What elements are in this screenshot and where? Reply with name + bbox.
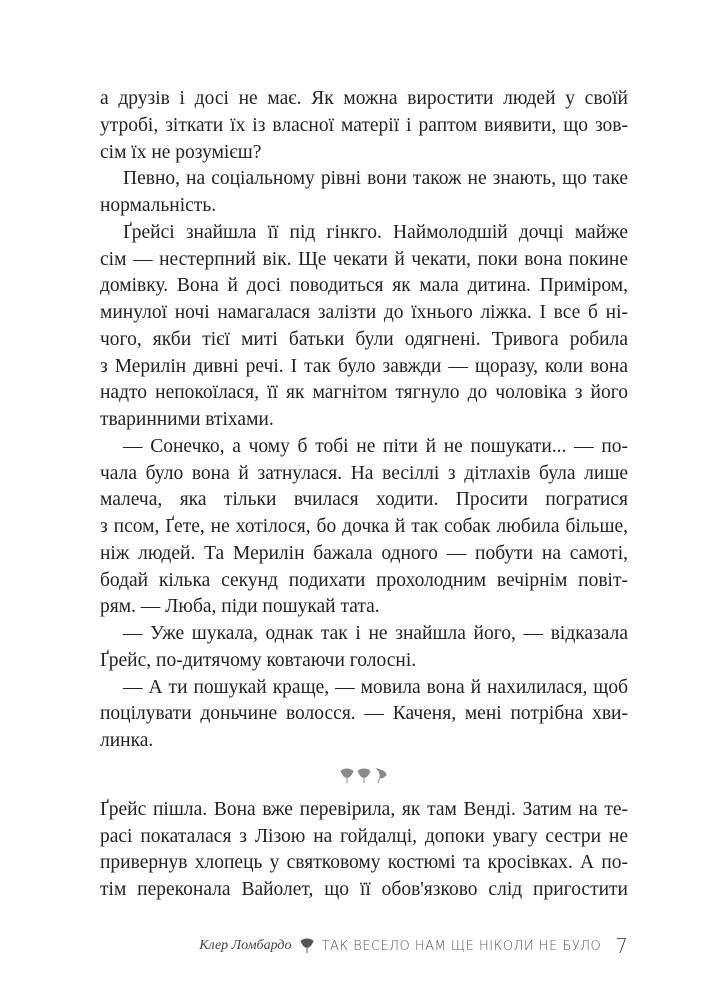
text-line: з Мерилін дивні речі. І так було завжди — щоразу, коли вона (100, 355, 628, 377)
page-body (100, 86, 628, 904)
text-line: Певно, на соціальному рівні вони також не знають, що таке (123, 168, 628, 190)
text-line: Ґрейсі знайшла її під гінкго. Наймолодшій дочці майже (123, 221, 628, 243)
text-line: расі покаталася з Лізою на гойдалці, допоки увагу сестри не (100, 825, 628, 847)
text-line: чала було вона й затнулася. На весіллі з дітлахів була лише (100, 462, 628, 484)
text-line: — Уже шукала, однак так і не знайшла його, — відказала (123, 623, 628, 644)
text-line: — Сонечко, а чому б тобі не піти й не пошукати... — по- (123, 435, 628, 457)
text-line: а друзів і досі не має. Як можна виростити людей у своїй (100, 88, 628, 109)
text-line: малеча, яка тільки вчилася ходити. Просити погратися (100, 489, 628, 511)
text-line: сім їх не розумієш? (100, 141, 262, 163)
text-line: привернув хлопець у святковому костюмі та кросівках. А по- (100, 852, 628, 874)
text-line: надто непокоїлася, її як магнітом тягнуло до чоловіка з його (100, 382, 628, 404)
footer-author: Клер Ломбардо (199, 938, 292, 953)
text-line: минулої ночі намагалася залізти до їхнього ліжка. І все б ні- (100, 302, 628, 323)
ginkgo-leaf-icon (300, 938, 314, 954)
text-line: домівку. Вона й досі поводиться як мала дитина. Приміром, (100, 275, 628, 297)
ginkgo-leaf-icon (374, 768, 388, 784)
footer-book-title: ТАК ВЕСЕЛО НАМ ЩЕ НІКОЛИ НЕ БУЛО (321, 938, 602, 954)
text-line: Ґрейс пішла. Вона вже перевірила, як там Венді. Затим на те- (100, 798, 628, 820)
text-line: ніж людей. Та Мерилін бажала одного — побути на самоті, (100, 542, 628, 564)
section-break-ornament (100, 755, 628, 797)
text-line: рям. — Люба, піди пошукай тата. (100, 596, 380, 618)
text-line: тваринними втіхами. (100, 409, 274, 430)
running-footer (199, 934, 628, 958)
text-before-break (100, 86, 628, 755)
text-line: Ґрейс, по-дитячому ковтаючи голосні. (100, 649, 417, 671)
text-line: бодай кілька секунд подихати прохолодним вечірнім повіт- (100, 569, 628, 591)
text-line: линка. (100, 730, 154, 751)
text-line: тім переконала Вайолет, що її обов'язково слід пригостити (100, 879, 628, 900)
text-after-break (100, 797, 628, 904)
text-line: з псом, Ґете, не хотілося, бо дочка й так собак любила більше, (100, 516, 628, 537)
ginkgo-leaf-icon (340, 768, 354, 784)
text-line: нормальність. (100, 195, 217, 216)
ginkgo-leaf-icon (357, 768, 371, 784)
text-line: чого, якби тієї миті батьки були одягнені. Тривога робила (100, 328, 628, 350)
text-line: сім — нестерпний вік. Ще чекати й чекати, поки вона покине (100, 248, 628, 270)
text-line: поцілувати доньчине волосся. — Каченя, мені потрібна хви- (100, 703, 628, 725)
page-number: 7 (615, 934, 628, 958)
text-line: — А ти пошукай краще, — мовила вона й нахилилася, щоб (123, 676, 628, 698)
text-line: утробі, зіткати їх із власної матерії і раптом виявити, що зов- (100, 114, 628, 136)
